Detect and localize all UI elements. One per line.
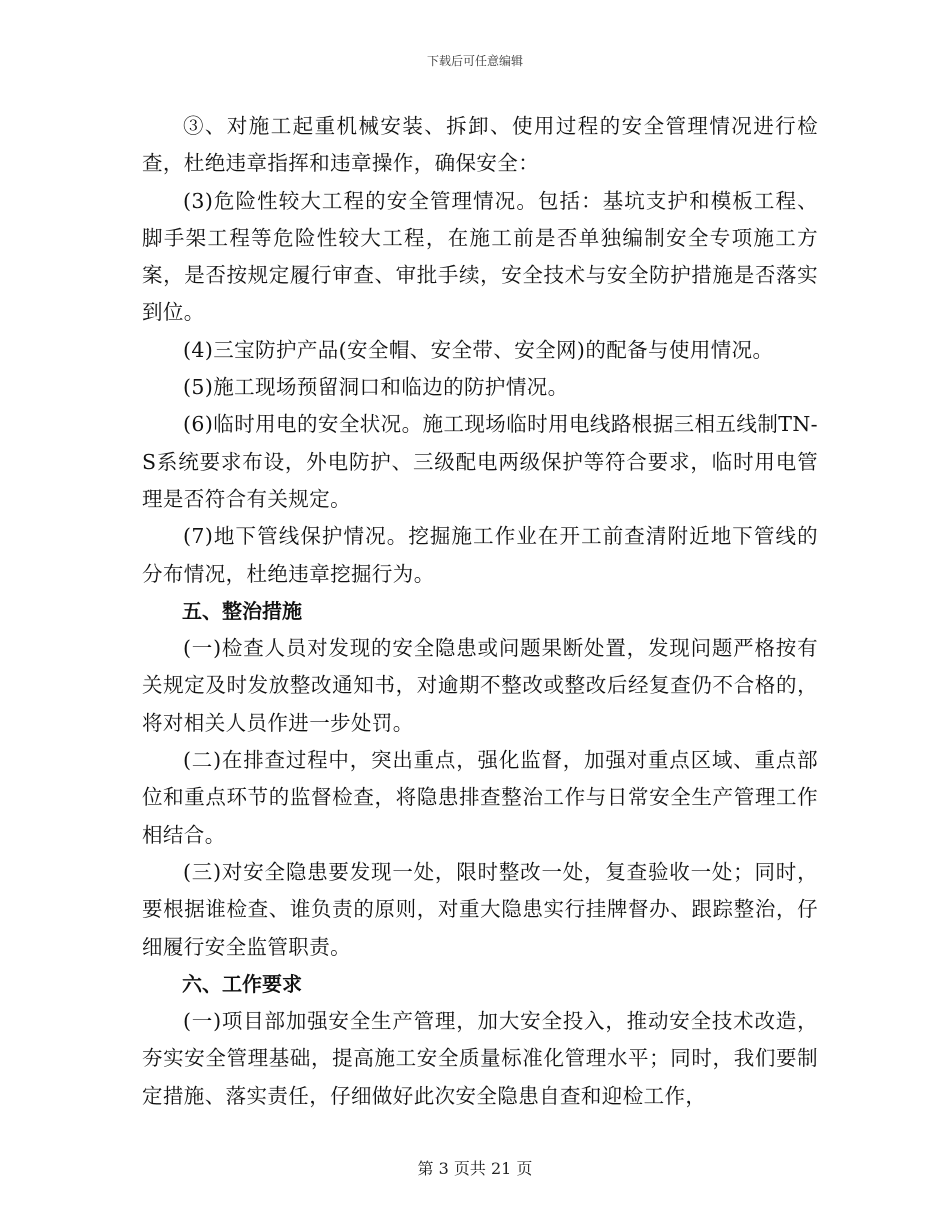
paragraph: (二)在排查过程中，突出重点，强化监督，加强对重点区域、重点部位和重点环节的监督检查，将隐患排查整治工作与日常安全生产管理工作相结合。 [142, 748, 818, 847]
page-header: 下载后可任意编辑 [426, 54, 523, 68]
paragraph: (3)危险性较大工程的安全管理情况。包括：基坑支护和模板工程、脚手架工程等危险性较大工程，在施工前是否单独编制安全专项施工方案，是否按规定履行审查、审批手续，安全技术与安全防护措施是否落实到位。 [142, 188, 818, 325]
page-number: 第 3 页共 21 页 [417, 1159, 533, 1178]
paragraph: (一)检查人员对发现的安全隐患或问题果断处置，发现问题严格按有关规定及时发放整改通知书，对逾期不整改或整改后经复查仍不合格的，将对相关人员作进一步处罚。 [142, 636, 818, 735]
paragraph: (一)项目部加强安全生产管理，加大安全投入，推动安全技术改造，夯实安全管理基础，提高施工安全质量标准化管理水平；同时，我们要制定措施、落实责任，仔细做好此次安全隐患自查和迎检工作， [142, 1009, 818, 1108]
paragraph: (7)地下管线保护情况。挖掘施工作业在开工前查清附近地下管线的分布情况，杜绝违章挖掘行为。 [142, 524, 818, 586]
paragraph: (6)临时用电的安全状况。施工现场临时用电线路根据三相五线制TN-S系统要求布设，外电防护、三级配电两级保护等符合要求，临时用电管理是否符合有关规定。 [142, 412, 818, 511]
paragraph: (4)三宝防护产品(安全帽、安全带、安全网)的配备与使用情况。 [183, 337, 774, 362]
section-heading: 六、工作要求 [182, 971, 302, 996]
paragraph: ③、对施工起重机械安装、拆卸、使用过程的安全管理情况进行检查，杜绝违章指挥和违章操作，确保安全： [142, 114, 818, 176]
paragraph: (5)施工现场预留洞口和临边的防护情况。 [183, 375, 569, 400]
document-body [142, 108, 818, 1115]
section-heading: 五、整治措施 [182, 598, 302, 623]
paragraph: (三)对安全隐患要发现一处，限时整改一处，复查验收一处；同时，要根据谁检查、谁负责的原则，对重大隐患实行挂牌督办、跟踪整治，仔细履行安全监管职责。 [142, 859, 818, 959]
